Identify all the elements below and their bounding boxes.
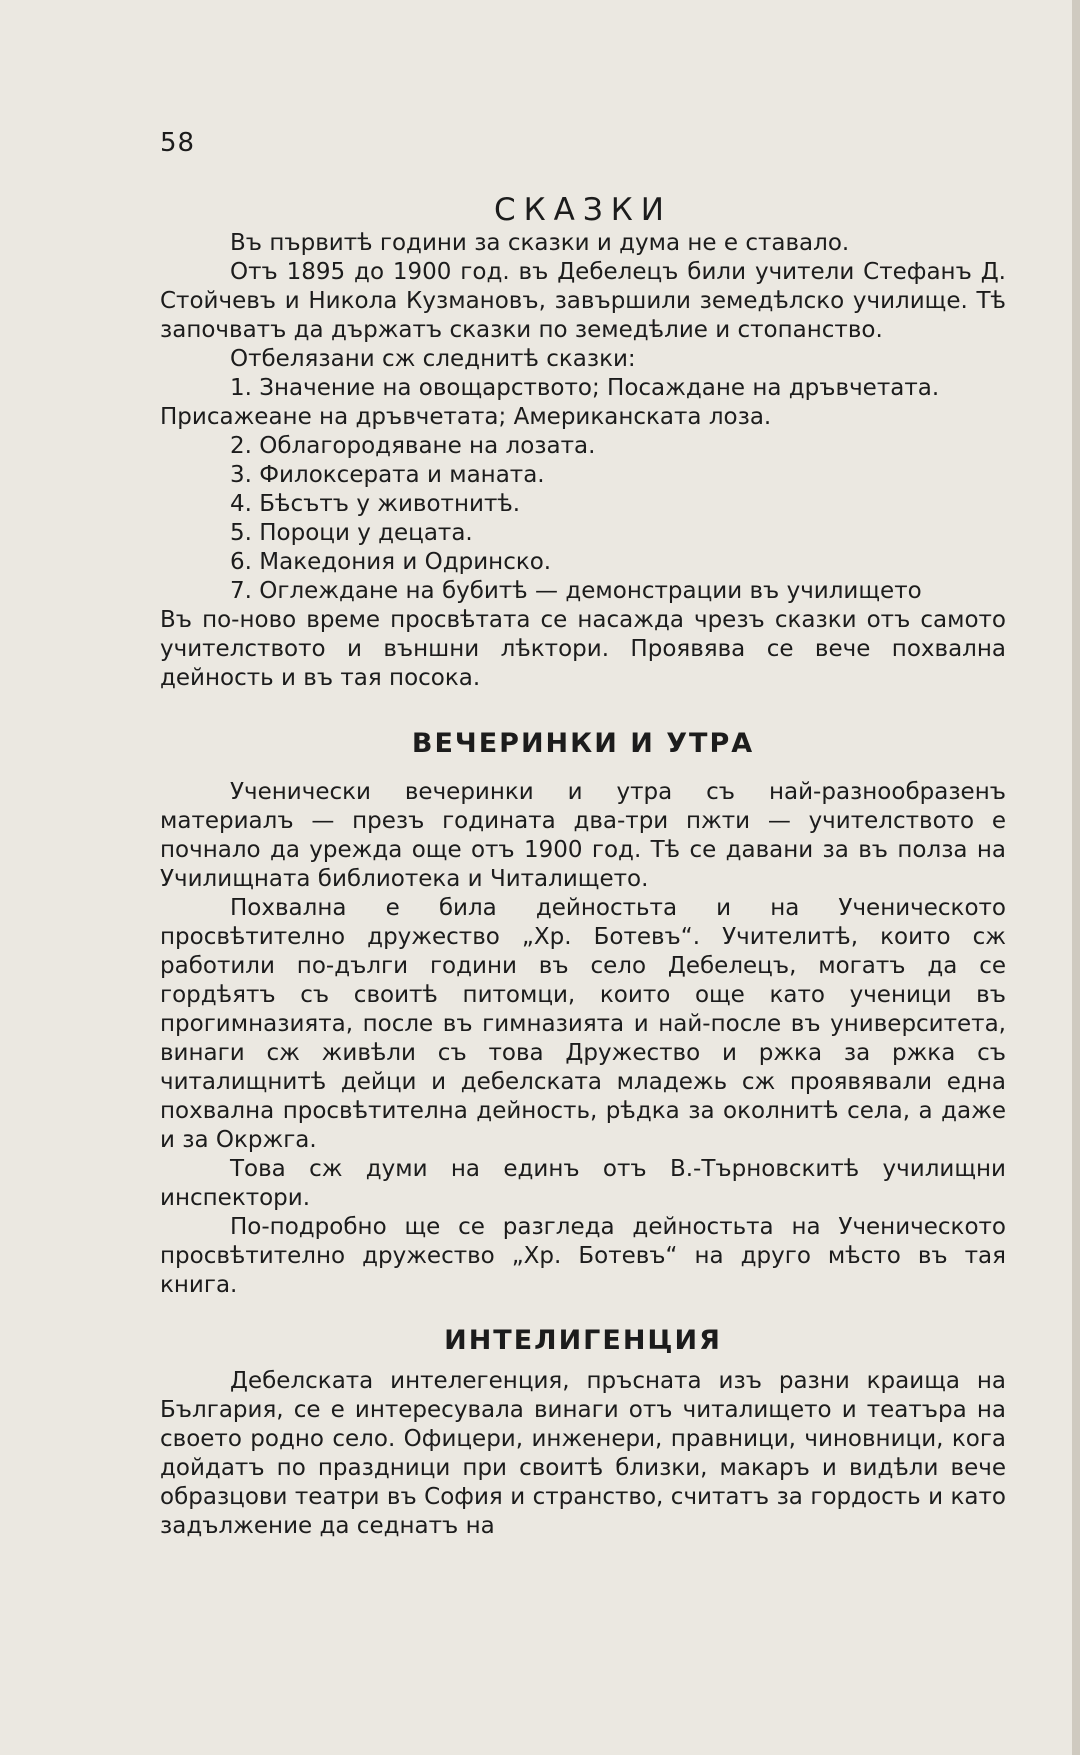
lecture-list [160,374,1006,606]
paragraph: Дебелската интелегенция, пръсната изъ разни краища на България, се е интересувала винаги отъ читалището и театъра на своето родно село. Офицери, инженери, правници, чиновници, кога дойдатъ по праздници при своитѣ близки, макаръ и видѣли вече образцови театри въ София и странство, считатъ за гордость и като задължение да седнатъ на [160,1368,1006,1539]
list-item: 7. Оглеждане на бубитѣ — демонстрации въ училището [230,578,922,604]
list-item: 2. Облагородяване на лозата. [230,433,596,459]
page-edge [1072,0,1080,1755]
list-item: 1. Значение на овощарството; Посаждане на дръвчетата. Присажеане на дръвчетата; Американската лоза. [160,375,940,430]
list-item: 6. Македония и Одринско. [230,549,552,575]
paragraph: Това сж думи на единъ отъ В.-Търновскитѣ училищни инспектори. [160,1156,1006,1211]
section-title-vecherinki: ВЕЧЕРИНКИ И УТРА [411,728,755,759]
paragraph: Въ по-ново време просвѣтата се насажда чрезъ сказки отъ самото учителството и външни лѣктори. Проявява се вече похвална дейность и въ тая посока. [160,607,1006,691]
paragraph: Отъ 1895 до 1900 год. въ Дебелецъ били учители Стефанъ Д. Стойчевъ и Никола Кузмановъ, завършили земедѣлско училище. Тѣ започватъ да държатъ сказки по земедѣлие и стопанство. [160,259,1006,343]
page-number: 58 [160,128,196,158]
paragraph: Ученически вечеринки и утра съ най-разнообразенъ материалъ — презъ годината два-три пжти — учителството е почнало да урежда още отъ 1900 год. Тѣ се давани за въ полза на Училищната библиотека и Читалището. [160,779,1006,892]
list-item: 5. Пороци у децата. [230,520,473,546]
paragraph: По-подробно ще се разгледа дейностьта на Ученическото просвѣтително дружество „Хр. Ботевъ“ на друго мѣсто въ тая книга. [160,1214,1006,1298]
page-content [160,192,1006,1541]
section-title-inteligencia: ИНТЕЛИГЕНЦИЯ [444,1325,722,1356]
section-title-skazki: СКАЗКИ [494,192,672,228]
list-item: 3. Филоксерата и маната. [230,462,545,488]
list-item: 4. Бѣсътъ у животнитѣ. [230,491,521,517]
paragraph: Похвална е била дейностьта и на Ученическото просвѣтително дружество „Хр. Ботевъ“. Учителитѣ, които сж работили по-дълги години въ село Дебелецъ, могатъ да се гордѣятъ съ своитѣ питомци, които още като ученици въ прогимназията, после въ гимназията и най-после въ университета, винаги сж живѣли съ това Дружество и ржка за ржка съ читалищнитѣ дейци и дебелската младежь сж проявявали една похвална просвѣтителна дейность, рѣдка за околнитѣ села, а даже и за Окржга. [160,895,1006,1153]
paragraph: Въ първитѣ години за сказки и дума не е ставало. [230,230,850,256]
paragraph: Отбелязани сж следнитѣ сказки: [230,346,636,372]
